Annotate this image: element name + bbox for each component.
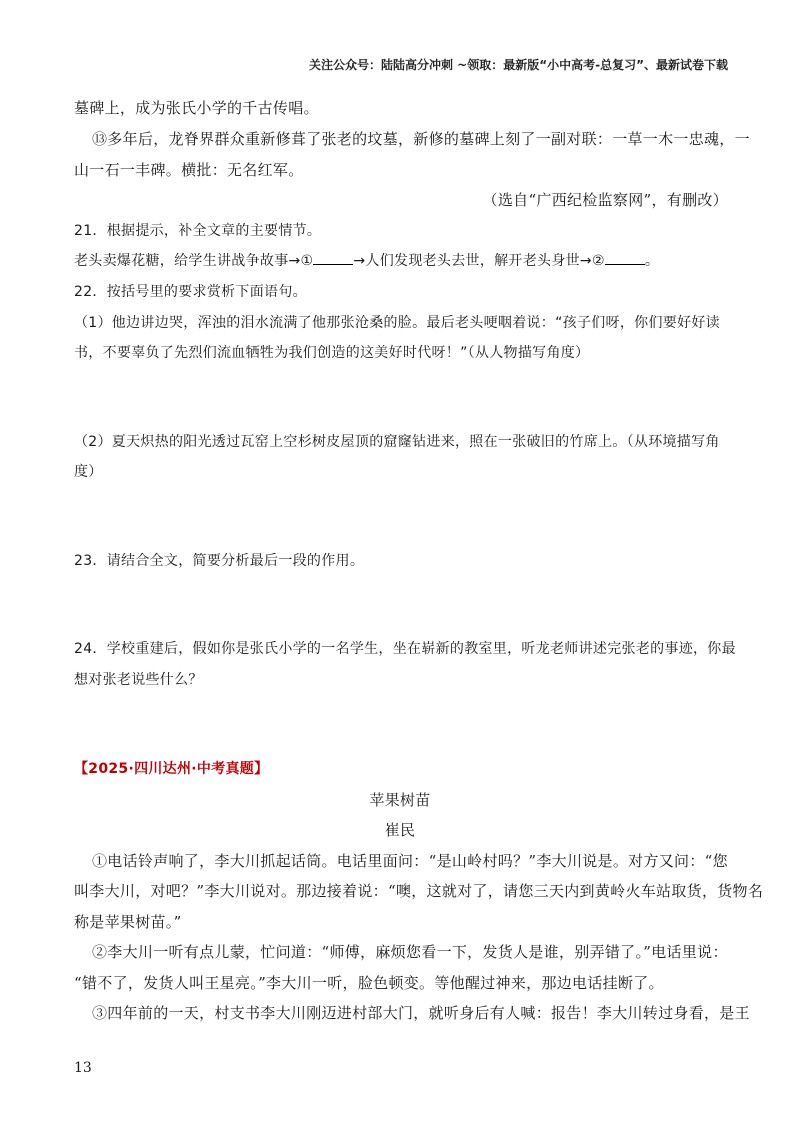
article-paragraph-2-line1: ②李大川一听有点儿蒙，忙问道：“师傅，麻烦您看一下，发货人是谁，别弄错了。”电话里说： bbox=[92, 943, 728, 961]
q21-part1: 老头卖爆花糖，给学生讲战争故事→① bbox=[74, 253, 314, 269]
page-header: 关注公众号：陆陆高分冲刺 ~领取：最新版“小中高考-总复习”、最新试卷下载 bbox=[309, 58, 728, 72]
article-paragraph-2-line2: “错不了，发货人叫王星亮。”李大川一听，脸色顿变。等他醒过神来，那边电话挂断了。 bbox=[74, 974, 664, 992]
page-number: 13 bbox=[74, 1060, 92, 1076]
article-paragraph-1-line2: 叫李大川，对吧？”李大川说对。那边接着说：“噢，这就对了，请您三天内到黄岭火车站取货，货物名 bbox=[74, 882, 764, 900]
article-paragraph-1-line3: 称是苹果树苗。” bbox=[74, 913, 182, 931]
question-21-title: 21．根据提示，补全文章的主要情节。 bbox=[74, 223, 322, 239]
question-22-1-line2: 书，不要辜负了先烈们流血牺牲为我们创造的这美好时代呀！”（从人物描写角度） bbox=[74, 345, 590, 361]
q21-part3: 。 bbox=[644, 253, 660, 269]
question-22-2-line2: 度） bbox=[74, 464, 103, 480]
passage-paragraph-13-line1: ⑬多年后，龙脊界群众重新修葺了张老的坟墓，新修的墓碑上刻了一副对联：一草一木一忠魂，一 bbox=[92, 130, 750, 148]
question-22-2-line1: （2）夏天炽热的阳光透过瓦窑上空杉树皮屋顶的窟窿钻进来，照在一张破旧的竹席上。（从环境描写角 bbox=[74, 434, 720, 450]
article-author: 崔民 bbox=[384, 821, 416, 839]
answer-blank-1 bbox=[313, 250, 353, 265]
question-22-title: 22．按括号里的要求赏析下面语句。 bbox=[74, 284, 307, 300]
question-24-line2: 想对张老说些什么？ bbox=[74, 672, 203, 688]
article-paragraph-3-line1: ③四年前的一天，村支书李大川刚迈进村部大门，就听身后有人喊：报告！李大川转过身看，是王 bbox=[92, 1004, 750, 1022]
question-24-line1: 24．学校重建后，假如你是张氏小学的一名学生，坐在崭新的教室里，听龙老师讲述完张老的事迹，你最 bbox=[74, 641, 736, 657]
q21-part2: →人们发现老头去世，解开老头身世→② bbox=[353, 253, 605, 269]
answer-blank-2 bbox=[605, 250, 645, 265]
question-23: 23．请结合全文，简要分析最后一段的作用。 bbox=[74, 553, 365, 569]
passage-source: （选自“广西纪检监察网”，有删改） bbox=[482, 191, 728, 209]
exam-source-tag: 【2025·四川达州·中考真题】 bbox=[74, 761, 269, 777]
passage-line: 墓碑上，成为张氏小学的千古传唱。 bbox=[74, 99, 319, 117]
question-21-prompt bbox=[74, 250, 730, 272]
question-22-1-line1: （1）他边讲边哭，浑浊的泪水流满了他那张沧桑的脸。最后老头哽咽着说：“孩子们呀，你们要好好读 bbox=[74, 315, 720, 331]
article-paragraph-1-line1: ①电话铃声响了，李大川抓起话筒。电话里面问：“是山岭村吗？”李大川说是。对方又问：“您 bbox=[92, 852, 728, 870]
article-title: 苹果树苗 bbox=[369, 791, 431, 809]
passage-paragraph-13-line2: 山一石一丰碑。横批：无名红军。 bbox=[74, 161, 304, 179]
